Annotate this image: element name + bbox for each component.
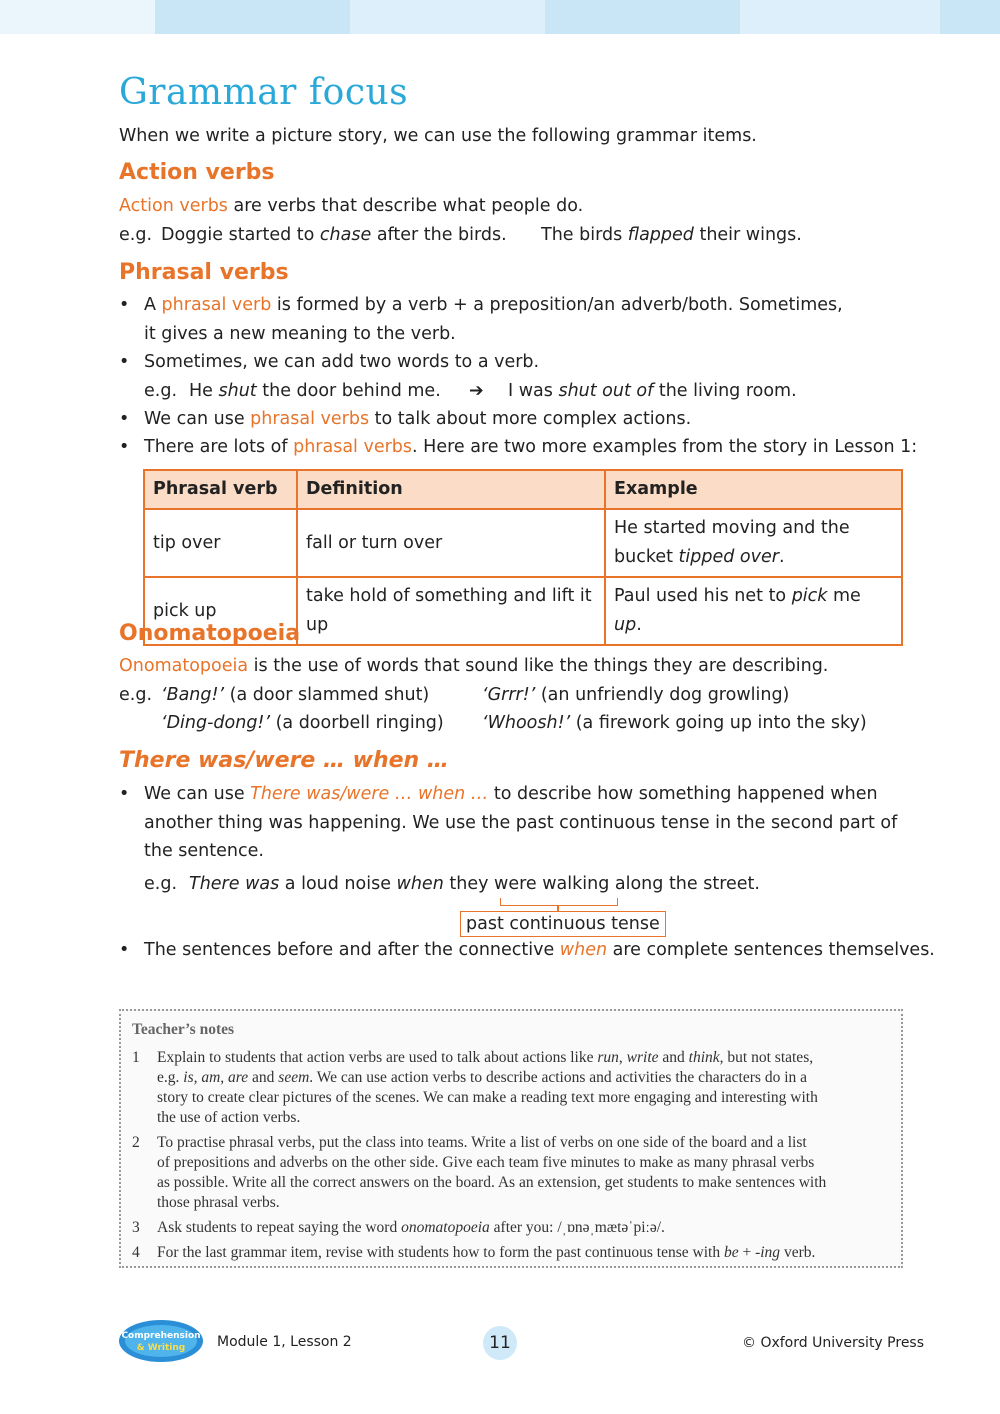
- term: phrasal verb: [161, 295, 272, 315]
- bullet-dot: •: [119, 352, 130, 372]
- text: their wings.: [693, 225, 802, 245]
- text: to talk about more complex actions.: [369, 409, 692, 429]
- text: write: [626, 1049, 659, 1066]
- onomatopoeia-heading: Onomatopoeia: [119, 621, 301, 646]
- bullet-dot: •: [119, 409, 130, 429]
- text: There was: [189, 874, 280, 894]
- text: are complete sentences themselves.: [607, 940, 935, 960]
- text: He: [189, 381, 219, 401]
- text: and: [248, 1069, 279, 1086]
- note-item-4: [132, 1243, 894, 1263]
- note-item-3: [132, 1218, 894, 1238]
- intro-text: When we write a picture story, we can use the following grammar items.: [119, 126, 757, 146]
- page-title: Grammar focus: [119, 72, 409, 113]
- table-row: [144, 509, 902, 577]
- therewas-example: [189, 870, 760, 899]
- text: (a doorbell ringing): [270, 713, 444, 733]
- underline-bracket: [500, 898, 618, 906]
- text: Doggie started to: [161, 225, 320, 245]
- phrasal-example-a: [189, 377, 441, 406]
- text: Explain to students that action verbs are used to talk about actions like: [157, 1049, 598, 1066]
- onomatopoeia-example-4: [482, 709, 867, 738]
- phrasal-eg-label: e.g.: [144, 381, 178, 401]
- logo-graphic: [118, 1318, 204, 1364]
- note-number: 3: [132, 1219, 140, 1236]
- text: flapped: [627, 225, 694, 245]
- text: For the last grammar item, revise with students how to form the past continuous tense with: [157, 1244, 724, 1261]
- text: shut out of: [558, 381, 654, 401]
- therewas-bullet-1-cont: another thing was happening. We use the past continuous tense in the second part of: [144, 813, 898, 833]
- past-continuous-label: past continuous tense: [460, 911, 666, 937]
- svg-text:& Writing: & Writing: [136, 1343, 186, 1353]
- text: He started moving and the bucket: [614, 518, 850, 567]
- note-line: [157, 1243, 897, 1263]
- action-verbs-definition: [119, 192, 583, 221]
- phrasal-verbs-table: [143, 469, 903, 646]
- header-cell: Definition: [297, 470, 605, 509]
- term: Action verbs: [119, 196, 228, 216]
- text: .: [636, 615, 642, 635]
- text: . Here are two more examples from the story in Lesson 1:: [412, 437, 918, 457]
- text: . We can use action verbs to describe actions and activities the characters do in a: [309, 1069, 807, 1086]
- note-line: story to create clear pictures of the scenes. We can make a reading text more engaging and interesting with: [157, 1089, 818, 1106]
- there-was-heading: There was/were … when …: [119, 748, 449, 773]
- text: verb.: [780, 1244, 816, 1261]
- onomatopoeia-eg-label: e.g.: [119, 685, 153, 705]
- text: onomatopoeia: [401, 1219, 490, 1236]
- teachers-notes-box: [119, 1009, 903, 1268]
- text: after you: /ˌɒnəˌmætəˈpiːə/.: [489, 1219, 665, 1236]
- text: up: [614, 615, 637, 635]
- therewas-bullet-1: [144, 780, 878, 809]
- series-logo: [118, 1318, 204, 1364]
- text: when: [396, 874, 444, 894]
- text: me: [827, 586, 861, 606]
- bullet-dot: •: [119, 940, 130, 960]
- note-number: 2: [132, 1134, 140, 1151]
- therewas-eg-label: e.g.: [144, 874, 178, 894]
- text: a loud noise: [279, 874, 397, 894]
- phrasal-bullet-1: [144, 291, 843, 320]
- text: to describe how something happened when: [488, 784, 878, 804]
- text: ‘Grrr!’: [482, 685, 536, 705]
- phrasal-verbs-heading: Phrasal verbs: [119, 260, 289, 285]
- term: phrasal verbs: [250, 409, 370, 429]
- text: Paul used his net to: [614, 586, 792, 606]
- therewas-bullet-2: [144, 936, 935, 965]
- text: + -: [738, 1244, 761, 1261]
- text: I was: [508, 381, 559, 401]
- text: , but not states,: [719, 1049, 814, 1066]
- bullet-dot: •: [119, 437, 130, 457]
- svg-text:Comprehension: Comprehension: [121, 1331, 201, 1341]
- page-number: 11: [483, 1326, 517, 1360]
- text: We can use: [144, 409, 251, 429]
- notes-title: Teacher’s notes: [132, 1021, 235, 1038]
- note-item-2: [132, 1133, 894, 1215]
- text: ,: [618, 1049, 627, 1066]
- text: Ask students to repeat saying the word: [157, 1219, 402, 1236]
- phrasal-bullet-1-cont: it gives a new meaning to the verb.: [144, 324, 456, 344]
- note-line: those phrasal verbs.: [157, 1194, 280, 1211]
- text: tipped over: [678, 547, 779, 567]
- phrasal-bullet-4: [144, 433, 917, 462]
- text: be: [723, 1244, 739, 1261]
- text: ‘Ding-dong!’: [161, 713, 271, 733]
- term: phrasal verbs: [293, 437, 413, 457]
- text: chase: [319, 225, 372, 245]
- text: (a firework going up into the sky): [570, 713, 867, 733]
- therewas-bullet-1-cont: the sentence.: [144, 841, 264, 861]
- table-cell: fall or turn over: [297, 509, 605, 577]
- note-line: To practise phrasal verbs, put the class into teams. Write a list of verbs on one side of the board and a list: [157, 1134, 807, 1151]
- bullet-dot: •: [119, 295, 130, 315]
- text: along the street.: [609, 874, 760, 894]
- table-cell: tip over: [144, 509, 297, 577]
- text: is, am, are: [183, 1069, 249, 1086]
- action-example-1: [161, 221, 507, 250]
- phrasal-example-b: [508, 377, 797, 406]
- note-line: [157, 1218, 897, 1238]
- note-line: [157, 1068, 897, 1088]
- header-cell: Example: [605, 470, 902, 509]
- onomatopoeia-example-3: [161, 709, 444, 738]
- arrow-icon: ➔: [469, 381, 484, 401]
- text: (a door slammed shut): [224, 685, 430, 705]
- text: (an unfriendly dog growling): [535, 685, 790, 705]
- text: We can use: [144, 784, 251, 804]
- text: after the birds.: [371, 225, 507, 245]
- term: Onomatopoeia: [119, 656, 249, 676]
- action-verbs-heading: Action verbs: [119, 160, 275, 185]
- top-banner: [0, 0, 1000, 34]
- term: when: [559, 940, 608, 960]
- text: ‘Bang!’: [161, 685, 225, 705]
- text: pick: [791, 586, 828, 606]
- note-number: 4: [132, 1244, 140, 1261]
- text: is the use of words that sound like the things they are describing.: [248, 656, 829, 676]
- footer-module: Module 1, Lesson 2: [217, 1334, 352, 1350]
- text: they: [443, 874, 494, 894]
- text: think: [688, 1049, 720, 1066]
- text: is formed by a verb + a preposition/an adverb/both. Sometimes,: [271, 295, 843, 315]
- text: The sentences before and after the connective: [144, 940, 560, 960]
- note-line: [157, 1048, 897, 1068]
- eg-label: e.g.: [119, 225, 153, 245]
- note-line: the use of action verbs.: [157, 1109, 301, 1126]
- text: ‘Whoosh!’: [482, 713, 571, 733]
- text: shut: [218, 381, 257, 401]
- table-cell: take hold of something and lift it up: [297, 577, 605, 645]
- text: run: [597, 1049, 619, 1066]
- table-cell: [605, 509, 902, 577]
- action-verbs-example: [119, 221, 152, 250]
- text: There are lots of: [144, 437, 294, 457]
- note-line: as possible. Write all the correct answers on the board. As an extension, get students to make sentences with: [157, 1174, 827, 1191]
- note-line: of prepositions and adverbs on the other side. Give each team five minutes to make as many phrasal verbs: [157, 1154, 815, 1171]
- phrasal-bullet-3: [144, 405, 691, 434]
- term: There was/were … when …: [250, 784, 489, 804]
- onomatopoeia-example-2: [482, 681, 789, 710]
- onomatopoeia-example-1: [161, 681, 429, 710]
- table-header-row: [144, 470, 902, 509]
- table-cell: pick up: [144, 577, 297, 645]
- header-cell: Phrasal verb: [144, 470, 297, 509]
- text: A: [144, 295, 162, 315]
- text: the door behind me.: [256, 381, 441, 401]
- text: e.g.: [157, 1069, 184, 1086]
- text: the living room.: [653, 381, 797, 401]
- text: were walking: [494, 874, 610, 894]
- text: ing: [760, 1244, 781, 1261]
- table-cell: [605, 577, 902, 645]
- bullet-dot: •: [119, 784, 130, 804]
- note-number: 1: [132, 1049, 140, 1066]
- text: are verbs that describe what people do.: [227, 196, 584, 216]
- phrasal-bullet-2: Sometimes, we can add two words to a verb.: [144, 352, 540, 372]
- action-example-2: [541, 221, 802, 250]
- text: and: [658, 1049, 689, 1066]
- text: The birds: [541, 225, 628, 245]
- text: .: [778, 547, 785, 567]
- onomatopoeia-definition: [119, 652, 828, 681]
- text: seem: [278, 1069, 310, 1086]
- footer-copyright: © Oxford University Press: [742, 1335, 925, 1351]
- note-item-1: [132, 1048, 894, 1130]
